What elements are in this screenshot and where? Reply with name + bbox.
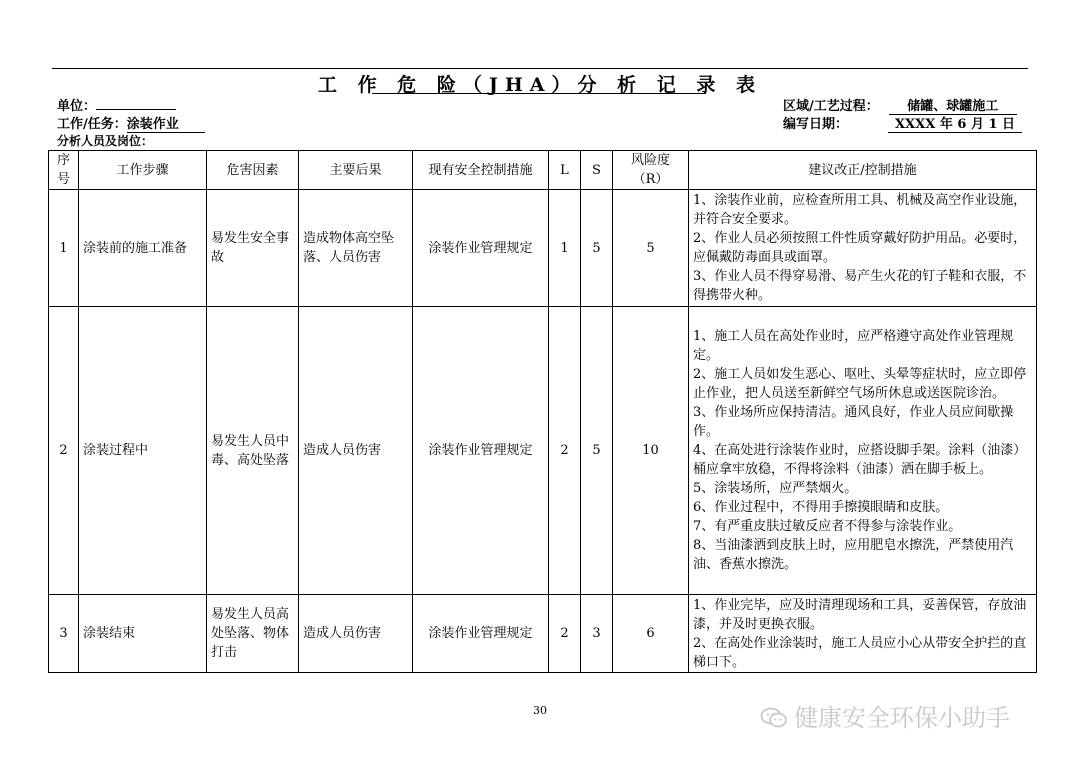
row-measures bbox=[689, 190, 1037, 307]
measure-item: 7、有严重皮肤过敏反应者不得参与涂装作业。 bbox=[693, 519, 962, 534]
row-l: 2 bbox=[549, 307, 581, 595]
row-r: 6 bbox=[613, 595, 689, 673]
header-hazard: 危害因素 bbox=[207, 151, 299, 190]
row-measures bbox=[689, 595, 1037, 673]
row-consequence: 造成物体高空坠落、人员伤害 bbox=[299, 190, 413, 307]
watermark bbox=[760, 698, 1010, 733]
date-field bbox=[783, 113, 1022, 133]
measure-item: 4、在高处进行涂装作业时，应搭设脚手架。涂料（油漆）桶应拿牢放稳，不得将涂料（油漆）洒在脚手板上。 bbox=[693, 443, 1027, 477]
task-value: 涂装作业 bbox=[127, 117, 205, 133]
area-field bbox=[783, 95, 1017, 115]
row-r: 5 bbox=[613, 190, 689, 307]
measure-item: 2、施工人员如发生恶心、呕吐、头晕等症状时，应立即停止作业，把人员送至新鲜空气场所休息或送医院诊治。 bbox=[693, 367, 1027, 401]
measure-item: 2、作业人员必须按照工件性质穿戴好防护用品。必要时，应佩戴防毒面具或面罩。 bbox=[693, 231, 1027, 265]
area-value: 储罐、球罐施工 bbox=[889, 99, 1017, 115]
row-l: 2 bbox=[549, 595, 581, 673]
row-hazard: 易发生安全事故 bbox=[207, 190, 299, 307]
table-header-row bbox=[49, 151, 1037, 190]
unit-label: 单位： bbox=[57, 99, 97, 114]
measure-item: 8、当油漆洒到皮肤上时，应用肥皂水擦洗，严禁使用汽油、香蕉水擦洗。 bbox=[693, 538, 1014, 572]
header-consequence: 主要后果 bbox=[299, 151, 413, 190]
row-step: 涂装前的施工准备 bbox=[79, 190, 207, 307]
header-l: L bbox=[549, 151, 581, 190]
watermark-text: 健康安全环保小助手 bbox=[794, 704, 1010, 732]
row-control: 涂装作业管理规定 bbox=[413, 307, 549, 595]
page-title: 工 作 危 险（JHA）分 析 记 录 表 bbox=[318, 74, 762, 96]
area-label: 区域/工艺过程： bbox=[783, 99, 879, 114]
unit-value bbox=[96, 109, 176, 110]
jha-table bbox=[48, 150, 1037, 673]
header-r: 风险度（R） bbox=[613, 151, 689, 190]
measure-item: 1、作业完毕，应及时清理现场和工具，妥善保管，存放油漆，并及时更换衣服。 bbox=[693, 597, 1027, 632]
table-row bbox=[49, 307, 1037, 595]
header-s: S bbox=[581, 151, 613, 190]
row-s: 5 bbox=[581, 190, 613, 307]
task-field bbox=[57, 113, 205, 133]
row-s: 3 bbox=[581, 595, 613, 673]
row-no: 3 bbox=[49, 595, 79, 673]
task-label: 工作/任务： bbox=[57, 117, 127, 132]
measure-item: 3、作业人员不得穿易滑、易产生火花的钉子鞋和衣服，不得携带火种。 bbox=[693, 269, 1027, 303]
date-value: XXXX 年 6 月 1 日 bbox=[888, 117, 1022, 133]
row-r: 10 bbox=[613, 307, 689, 595]
row-no: 1 bbox=[49, 190, 79, 307]
measure-item: 1、施工人员在高处作业时，应严格遵守高处作业管理规定。 bbox=[693, 329, 1014, 363]
unit-field bbox=[57, 95, 176, 114]
row-s: 5 bbox=[581, 307, 613, 595]
row-measures bbox=[689, 307, 1037, 595]
row-consequence: 造成人员伤害 bbox=[299, 307, 413, 595]
measure-item: 5、涂装场所，应严禁烟火。 bbox=[693, 481, 858, 496]
table-row bbox=[49, 190, 1037, 307]
row-step: 涂装结束 bbox=[79, 595, 207, 673]
row-hazard: 易发生人员高处坠落、物体打击 bbox=[207, 595, 299, 673]
measure-item: 2、在高处作业涂装时，施工人员应小心从带安全护拦的直梯口下。 bbox=[693, 635, 1027, 670]
row-l: 1 bbox=[549, 190, 581, 307]
measure-item: 1、涂装作业前，应检查所用工具、机械及高空作业设施，并符合安全要求。 bbox=[693, 193, 1027, 227]
row-no: 2 bbox=[49, 307, 79, 595]
date-label: 编写日期： bbox=[783, 117, 849, 132]
title-underline bbox=[372, 93, 706, 94]
row-consequence: 造成人员伤害 bbox=[299, 595, 413, 673]
measure-item: 3、作业场所应保持清洁。通风良好，作业人员应间歇操作。 bbox=[693, 405, 1014, 439]
row-control: 涂装作业管理规定 bbox=[413, 190, 549, 307]
top-rule bbox=[52, 68, 1028, 69]
table-row bbox=[49, 595, 1037, 673]
row-control: 涂装作业管理规定 bbox=[413, 595, 549, 673]
analyst-label: 分析人员及岗位： bbox=[57, 134, 154, 148]
row-hazard: 易发生人员中毒、高处坠落 bbox=[207, 307, 299, 595]
wechat-icon bbox=[760, 706, 788, 730]
header-no: 序号 bbox=[49, 151, 79, 190]
measure-item: 6、作业过程中，不得用手擦摸眼睛和皮肤。 bbox=[693, 500, 949, 515]
header-measures: 建议改正/控制措施 bbox=[689, 151, 1037, 190]
page-number: 30 bbox=[533, 704, 547, 717]
header-step: 工作步骤 bbox=[79, 151, 207, 190]
row-step: 涂装过程中 bbox=[79, 307, 207, 595]
header-control: 现有安全控制措施 bbox=[413, 151, 549, 190]
